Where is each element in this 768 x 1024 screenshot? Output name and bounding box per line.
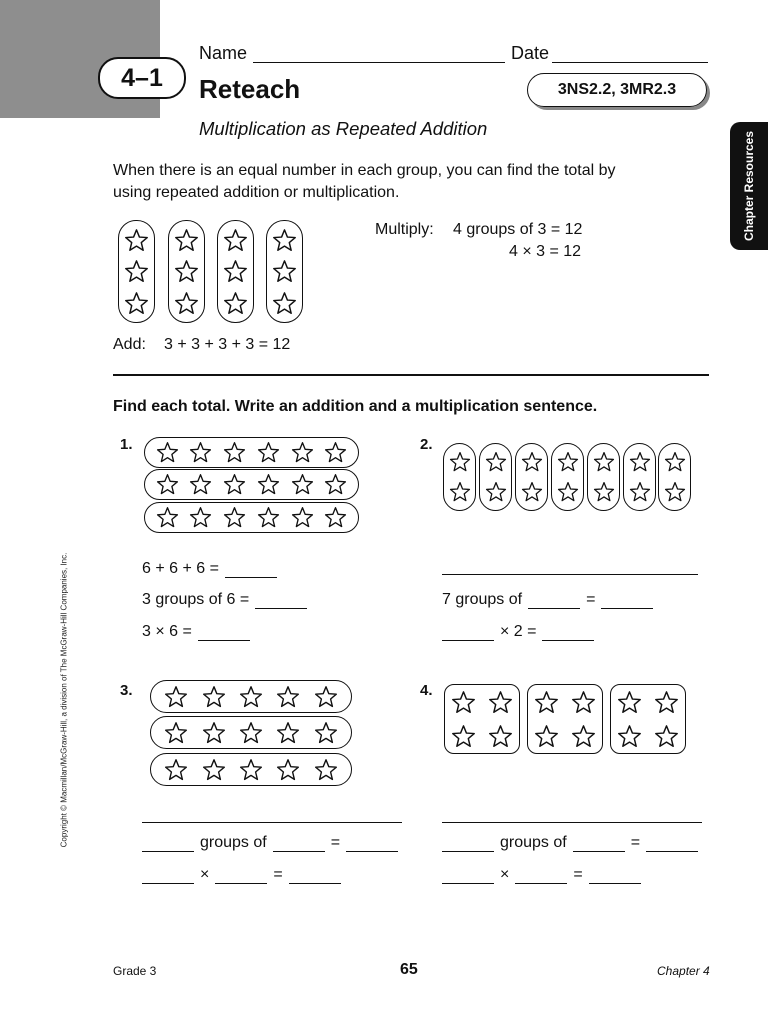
answer-sentence: [442, 866, 641, 884]
star-icon: [557, 451, 579, 473]
star-icon: [239, 721, 263, 745]
star-icon: [276, 758, 300, 782]
star-icon: [571, 690, 596, 715]
answer-blank[interactable]: [442, 626, 494, 641]
sentence-text: ×: [500, 866, 510, 883]
star-group: [150, 753, 352, 786]
answer-blank[interactable]: [442, 560, 698, 575]
star-icon: [239, 685, 263, 709]
star-icon: [202, 721, 226, 745]
star-group: [515, 443, 548, 511]
add-sentence: 3 + 3 + 3 + 3 = 12: [164, 336, 291, 353]
answer-blank[interactable]: [142, 837, 194, 852]
star-icon: [164, 758, 188, 782]
star-group: [623, 443, 656, 511]
copyright-notice: Copyright © Macmillan/McGraw-Hill, a division of The McGraw-Hill Companies, Inc.: [59, 552, 69, 848]
star-icon: [239, 758, 263, 782]
instructions: Find each total. Write an addition and a multiplication sentence.: [113, 398, 598, 415]
answer-blank[interactable]: [442, 869, 494, 884]
star-icon: [156, 506, 179, 529]
star-icon: [593, 481, 615, 503]
star-group: [443, 443, 476, 511]
answer-blank[interactable]: [442, 837, 494, 852]
star-icon: [291, 441, 314, 464]
star-icon: [223, 506, 246, 529]
add-label: Add:: [113, 336, 146, 353]
star-icon: [521, 451, 543, 473]
multiply-label: Multiply:: [375, 221, 434, 238]
star-icon: [449, 451, 471, 473]
star-icon: [314, 721, 338, 745]
answer-sentence: [442, 623, 594, 641]
multiply-sentence-2: 4 × 3 = 12: [509, 243, 582, 260]
star-icon: [617, 724, 642, 749]
footer-grade: Grade 3: [113, 964, 157, 978]
star-icon: [164, 721, 188, 745]
answer-blank[interactable]: [215, 869, 267, 884]
answer-sentence: [442, 591, 653, 609]
answer-blank[interactable]: [346, 837, 398, 852]
date-line[interactable]: [552, 62, 708, 63]
sentence-text: =: [586, 591, 596, 608]
answer-blank[interactable]: [515, 869, 567, 884]
sentence-text: 6 + 6 + 6 =: [142, 560, 219, 577]
lesson-number-badge: [98, 57, 186, 99]
star-group: [527, 684, 603, 754]
answer-sentence: [142, 866, 341, 884]
sentence-text: 7 groups of: [442, 591, 523, 608]
sentence-text: groups of: [200, 834, 267, 851]
sentence-text: ×: [200, 866, 210, 883]
answer-blank[interactable]: [589, 869, 641, 884]
date-label: Date: [511, 43, 550, 63]
star-icon: [664, 481, 686, 503]
sentence-text: 3 × 6 =: [142, 623, 192, 640]
problem-4-number: 4.: [420, 682, 433, 699]
star-icon: [485, 451, 507, 473]
star-icon: [485, 481, 507, 503]
answer-blank[interactable]: [225, 563, 277, 578]
star-icon: [629, 481, 651, 503]
star-icon: [257, 506, 280, 529]
answer-blank[interactable]: [542, 626, 594, 641]
star-icon: [291, 506, 314, 529]
star-icon: [617, 690, 642, 715]
star-icon: [664, 451, 686, 473]
star-icon: [223, 291, 248, 316]
answer-blank[interactable]: [142, 869, 194, 884]
answer-blank[interactable]: [273, 837, 325, 852]
star-icon: [272, 228, 297, 253]
standards-text: 3NS2.2, 3MR2.3: [557, 81, 677, 98]
star-group: [479, 443, 512, 511]
star-icon: [629, 451, 651, 473]
star-icon: [314, 685, 338, 709]
star-icon: [174, 228, 199, 253]
star-icon: [324, 473, 347, 496]
star-icon: [654, 724, 679, 749]
problem-3-number: 3.: [120, 682, 133, 699]
star-icon: [521, 481, 543, 503]
star-group: [587, 443, 620, 511]
answer-sentence: [142, 560, 277, 578]
star-group: [150, 716, 352, 749]
multiply-sentence-1: 4 groups of 3 = 12: [453, 221, 583, 238]
star-icon: [534, 724, 559, 749]
star-icon: [488, 724, 513, 749]
sentence-text: =: [630, 834, 641, 851]
star-group: [168, 220, 205, 323]
star-icon: [451, 724, 476, 749]
star-icon: [164, 685, 188, 709]
name-line[interactable]: [253, 62, 505, 63]
star-icon: [124, 228, 149, 253]
sentence-text: =: [273, 866, 283, 883]
star-group: [144, 502, 359, 533]
star-icon: [174, 259, 199, 284]
standards-badge: [527, 73, 707, 107]
page-title: Reteach: [199, 74, 301, 104]
star-group: [144, 469, 359, 500]
star-icon: [257, 473, 280, 496]
star-icon: [223, 473, 246, 496]
star-icon: [324, 506, 347, 529]
answer-sentence: [442, 834, 698, 852]
star-icon: [451, 690, 476, 715]
answer-sentence: [442, 560, 698, 575]
answer-blank[interactable]: [528, 594, 580, 609]
answer-blank[interactable]: [601, 594, 653, 609]
star-group: [551, 443, 584, 511]
star-icon: [223, 228, 248, 253]
answer-blank[interactable]: [646, 837, 698, 852]
name-label: Name: [199, 43, 248, 63]
answer-blank[interactable]: [255, 594, 307, 609]
star-icon: [276, 685, 300, 709]
star-icon: [593, 451, 615, 473]
answer-blank[interactable]: [442, 808, 702, 823]
star-icon: [156, 441, 179, 464]
problem-1-number: 1.: [120, 436, 133, 453]
star-icon: [189, 441, 212, 464]
star-icon: [488, 690, 513, 715]
problem-2-number: 2.: [420, 436, 433, 453]
star-group: [150, 680, 352, 713]
star-icon: [223, 259, 248, 284]
star-icon: [124, 291, 149, 316]
star-icon: [202, 758, 226, 782]
star-icon: [276, 721, 300, 745]
footer-chapter: Chapter 4: [657, 964, 710, 978]
star-group: [658, 443, 691, 511]
section-divider: [113, 374, 709, 376]
star-group: [266, 220, 303, 323]
answer-blank[interactable]: [198, 626, 250, 641]
star-icon: [557, 481, 579, 503]
answer-sentence: [142, 834, 398, 852]
star-icon: [449, 481, 471, 503]
star-icon: [571, 724, 596, 749]
sentence-text: groups of: [500, 834, 567, 851]
sentence-text: 3 groups of 6 =: [142, 591, 250, 608]
star-group: [118, 220, 155, 323]
star-group: [144, 437, 359, 468]
star-icon: [272, 259, 297, 284]
star-icon: [314, 758, 338, 782]
sentence-text: × 2 =: [500, 623, 537, 640]
answer-sentence: [442, 808, 702, 823]
star-group: [444, 684, 520, 754]
side-tab-label: Chapter Resources: [742, 130, 756, 242]
star-group: [610, 684, 686, 754]
page-subtitle: Multiplication as Repeated Addition: [199, 118, 488, 139]
intro-text: When there is an equal number in each group, you can find the total by using repeated addition or multiplication.: [113, 162, 616, 201]
star-icon: [272, 291, 297, 316]
star-icon: [324, 441, 347, 464]
star-icon: [189, 473, 212, 496]
answer-sentence: [142, 808, 402, 823]
star-icon: [174, 291, 199, 316]
chapter-resources-tab: [730, 122, 768, 250]
star-icon: [257, 441, 280, 464]
answer-blank[interactable]: [142, 808, 402, 823]
lesson-number: 4–1: [121, 63, 163, 92]
star-icon: [223, 441, 246, 464]
star-icon: [202, 685, 226, 709]
answer-sentence: [142, 623, 250, 641]
sentence-text: =: [573, 866, 583, 883]
star-icon: [124, 259, 149, 284]
star-icon: [156, 473, 179, 496]
star-icon: [291, 473, 314, 496]
answer-blank[interactable]: [573, 837, 625, 852]
star-group: [217, 220, 254, 323]
star-icon: [189, 506, 212, 529]
star-icon: [654, 690, 679, 715]
star-icon: [534, 690, 559, 715]
sentence-text: =: [330, 834, 341, 851]
answer-blank[interactable]: [289, 869, 341, 884]
footer-page-number: 65: [400, 961, 418, 978]
answer-sentence: [142, 591, 307, 609]
